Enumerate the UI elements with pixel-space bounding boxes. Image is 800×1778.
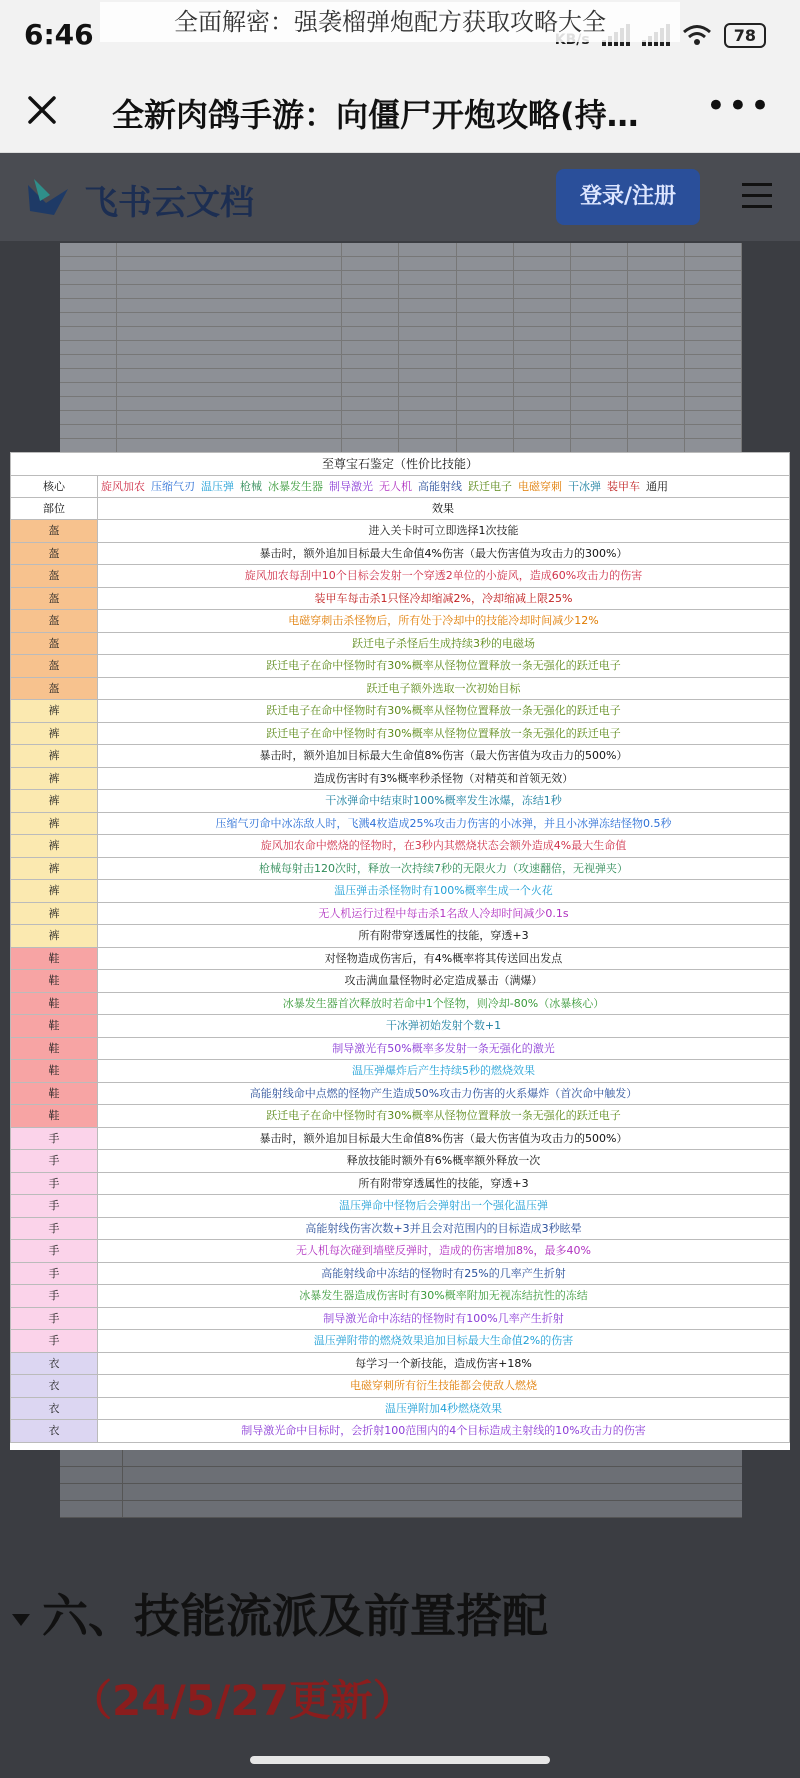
table-row [10,723,790,746]
background-row [60,425,742,439]
background-row [60,439,742,453]
table-row [10,1263,790,1286]
row-part: 手 [11,1195,98,1217]
legend-item: 制导激光 [329,480,373,493]
table-row [10,1375,790,1398]
app-logo-text: 飞书云文档 [84,183,254,223]
menu-icon[interactable] [742,183,772,209]
row-effect: 电磁穿刺所有衍生技能都会使敌人燃烧 [350,1379,537,1392]
legend-item: 电磁穿刺 [518,480,562,493]
login-register-button[interactable]: 登录/注册 [556,169,700,225]
row-effect: 无人机每次碰到墙壁反弹时，造成的伤害增加8%，最多40% [296,1244,591,1257]
legend-item: 高能射线 [418,480,462,493]
row-effect: 跃迁电子杀怪后生成持续3秒的电磁场 [352,636,535,650]
table-row [10,790,790,813]
legend-item: 旋风加农 [101,480,145,493]
row-effect: 释放技能时额外有6%概率额外释放一次 [346,1154,541,1167]
row-effect: 旋风加农命中燃烧的怪物时，在3秒内其燃烧状态会额外造成4%最大生命值 [260,839,627,852]
background-row [60,397,742,411]
table-row [10,1353,790,1376]
table-row [10,1195,790,1218]
row-part: 裤 [11,925,98,947]
table-row [10,1173,790,1196]
table-row [10,610,790,633]
table-row [10,970,790,993]
more-options-icon[interactable]: ••• [705,86,772,126]
table-row [10,1150,790,1173]
legend-item: 压缩气刃 [151,480,195,493]
legend-item: 温压弹 [201,480,234,493]
status-time: 6:46 [24,18,94,51]
row-part: 盔 [11,565,98,587]
row-part: 手 [11,1173,98,1195]
browser-header [0,72,800,153]
background-row [60,285,742,299]
section-update-date: （24/5/27更新） [70,1676,415,1725]
wifi-icon [682,24,712,46]
table-row [10,655,790,678]
row-effect: 制导激光命中目标时，会折射100范围内的4个目标造成主射线的10%攻击力的伤害 [241,1424,646,1437]
table-row [10,745,790,768]
section-heading [12,1580,548,1646]
legend-item: 通用 [646,480,668,493]
row-part: 鞋 [11,1083,98,1105]
row-effect: 温压弹附加4秒燃烧效果 [385,1401,502,1415]
table-row [10,1105,790,1128]
row-part: 盔 [11,588,98,610]
table-row [10,520,790,543]
row-part: 裤 [11,903,98,925]
row-effect: 暴击时，额外追加目标最大生命值8%伤害（最大伤害值为攻击力的500%） [259,1131,628,1145]
table-row [10,1240,790,1263]
row-part: 鞋 [11,1105,98,1127]
row-part: 手 [11,1330,98,1352]
row-part: 盔 [11,543,98,565]
row-part: 鞋 [11,1060,98,1082]
table-row [10,880,790,903]
background-row [60,271,742,285]
feishu-logo-icon [24,175,72,219]
row-part: 手 [11,1263,98,1285]
gem-appraisal-table [10,452,790,1450]
row-part: 衣 [11,1353,98,1375]
table-row [10,813,790,836]
row-part: 衣 [11,1398,98,1420]
table-row [10,678,790,701]
table-row [10,1128,790,1151]
row-part: 裤 [11,700,98,722]
table-row [10,565,790,588]
row-part: 盔 [11,678,98,700]
row-effect: 装甲车每击杀1只怪冷却缩减2%，冷却缩减上限25% [314,591,573,605]
table-row [10,903,790,926]
row-effect: 压缩气刃命中冰冻敌人时，飞溅4枚造成25%攻击力伤害的小冰弹，并且小冰弹冻结怪物0.5秒 [215,816,672,830]
row-effect: 干冰弹命中结束时100%概率发生冰爆，冻结1秒 [325,794,562,807]
table-row [10,700,790,723]
background-row [60,383,742,397]
background-table-bottom [60,1450,742,1518]
row-part: 裤 [11,880,98,902]
row-part: 鞋 [11,1038,98,1060]
row-effect: 干冰弹初始发射个数+1 [385,1019,502,1032]
overlay-title: 全面解密：强袭榴弹炮配方获取攻略大全 [100,2,680,42]
background-row [60,369,742,383]
row-effect: 攻击满血量怪物时必定造成暴击（满爆） [344,974,543,987]
home-indicator[interactable] [250,1756,550,1764]
row-effect: 旋风加农每刮中10个目标会发射一个穿透2单位的小旋风，造成60%攻击力的伤害 [244,569,643,582]
table-row [10,948,790,971]
row-part: 手 [11,1218,98,1240]
header-effect: 效果 [432,502,454,515]
row-effect: 温压弹爆炸后产生持续5秒的燃烧效果 [352,1064,535,1077]
row-effect: 制导激光命中冻结的怪物时有100%几率产生折射 [323,1311,564,1325]
row-part: 手 [11,1150,98,1172]
row-part: 鞋 [11,970,98,992]
legend-item: 冰暴发生器 [268,480,323,493]
row-effect: 进入关卡时可立即选择1次技能 [368,524,519,537]
legend-item: 无人机 [379,480,412,493]
table-row [10,768,790,791]
table-row [10,1015,790,1038]
legend-item: 装甲车 [607,480,640,493]
background-row [60,257,742,271]
table-title: 至尊宝石鉴定（性价比技能） [10,452,790,476]
row-effect: 高能射线伤害次数+3并且会对范围内的目标造成3秒眩晕 [305,1221,582,1235]
row-effect: 温压弹命中怪物后会弹射出一个强化温压弹 [339,1199,548,1212]
table-row [10,993,790,1016]
row-part: 手 [11,1128,98,1150]
table-row [10,1285,790,1308]
table-row [10,1398,790,1421]
background-row [60,327,742,341]
row-effect: 跃迁电子额外选取一次初始目标 [366,681,521,695]
row-effect: 对怪物造成伤害后，有4%概率将其传送回出发点 [324,951,563,965]
page-title: 全新肉鸽手游：向僵尸开炮攻略(持… [112,96,639,134]
background-row [60,355,742,369]
row-part: 裤 [11,858,98,880]
table-row [10,1308,790,1331]
row-effect: 冰暴发生器首次释放时若命中1个怪物，则冷却-80%（冰暴核心） [282,996,605,1010]
table-row [10,543,790,566]
row-part: 裤 [11,768,98,790]
row-part: 衣 [11,1375,98,1397]
row-effect: 暴击时，额外追加目标最大生命值8%伤害（最大伤害值为攻击力的500%） [259,749,628,762]
close-icon[interactable] [22,90,62,130]
legend-item: 干冰弹 [568,480,601,493]
row-effect: 跃迁电子在命中怪物时有30%概率从怪物位置释放一条无强化的跃迁电子 [266,659,621,672]
table-row [10,1083,790,1106]
table-row [10,925,790,948]
row-effect: 冰暴发生器造成伤害时有30%概率附加无视冻结抗性的冻结 [299,1289,588,1302]
table-row [10,1420,790,1443]
background-row [60,243,742,257]
legend-item: 枪械 [240,480,262,493]
row-effect: 无人机运行过程中每击杀1名敌人冷却时间减少0.1s [318,906,569,920]
battery-indicator: 78 [724,23,766,48]
table-row [10,835,790,858]
row-part: 盔 [11,655,98,677]
row-part: 手 [11,1285,98,1307]
doc-app-bar [0,153,800,241]
background-row [60,299,742,313]
row-part: 衣 [11,1420,98,1442]
row-effect: 跃迁电子在命中怪物时有30%概率从怪物位置释放一条无强化的跃迁电子 [266,704,621,717]
table-row [10,1060,790,1083]
collapse-triangle-icon[interactable] [12,1614,30,1626]
row-part: 裤 [11,745,98,767]
legend-values [101,476,674,497]
row-effect: 暴击时，额外追加目标最大生命值4%伤害（最大伤害值为攻击力的300%） [259,546,628,560]
background-row [60,411,742,425]
row-part: 裤 [11,723,98,745]
table-row [10,588,790,611]
row-effect: 制导激光有50%概率多发射一条无强化的激光 [332,1041,555,1055]
row-effect: 跃迁电子在命中怪物时有30%概率从怪物位置释放一条无强化的跃迁电子 [266,726,621,740]
row-effect: 每学习一个新技能，造成伤害+18% [355,1356,532,1370]
table-row [10,858,790,881]
table-row [10,1038,790,1061]
row-effect: 温压弹击杀怪物时有100%概率生成一个火花 [334,884,553,897]
background-row [60,313,742,327]
row-part: 盔 [11,520,98,542]
legend-item: 跃迁电子 [468,480,512,493]
row-effect: 电磁穿刺击杀怪物后，所有处于冷却中的技能冷却时间减少12% [288,614,599,627]
background-table-top [60,243,742,453]
row-part: 鞋 [11,993,98,1015]
row-part: 鞋 [11,1015,98,1037]
row-part: 手 [11,1308,98,1330]
row-part: 裤 [11,813,98,835]
legend-row [10,476,790,498]
table-row [10,1218,790,1241]
row-effect: 高能射线命中冻结的怪物时有25%的几率产生折射 [321,1266,566,1280]
row-part: 盔 [11,610,98,632]
row-part: 鞋 [11,948,98,970]
background-row [60,341,742,355]
row-effect: 温压弹附带的燃烧效果追加目标最大生命值2%的伤害 [313,1334,574,1347]
section-heading-text: 六、技能流派及前置搭配 [42,1589,548,1643]
row-effect: 高能射线命中点燃的怪物产生造成50%攻击力伤害的火系爆炸（首次命中触发） [249,1086,638,1100]
table-row [10,633,790,656]
row-effect: 枪械每射击120次时，释放一次持续7秒的无限火力（攻速翻倍，无视弹夹） [259,861,628,875]
header-part: 部位 [11,498,98,519]
row-effect: 造成伤害时有3%概率秒杀怪物（对精英和首领无效） [313,771,574,785]
row-part: 手 [11,1240,98,1262]
legend-label: 核心 [11,476,98,497]
row-part: 盔 [11,633,98,655]
table-header-row [10,498,790,520]
row-part: 裤 [11,835,98,857]
table-body [10,520,790,1443]
row-part: 裤 [11,790,98,812]
row-effect: 所有附带穿透属性的技能，穿透+3 [358,1176,529,1190]
row-effect: 所有附带穿透属性的技能，穿透+3 [358,929,529,942]
row-effect: 跃迁电子在命中怪物时有30%概率从怪物位置释放一条无强化的跃迁电子 [266,1109,621,1122]
table-row [10,1330,790,1353]
